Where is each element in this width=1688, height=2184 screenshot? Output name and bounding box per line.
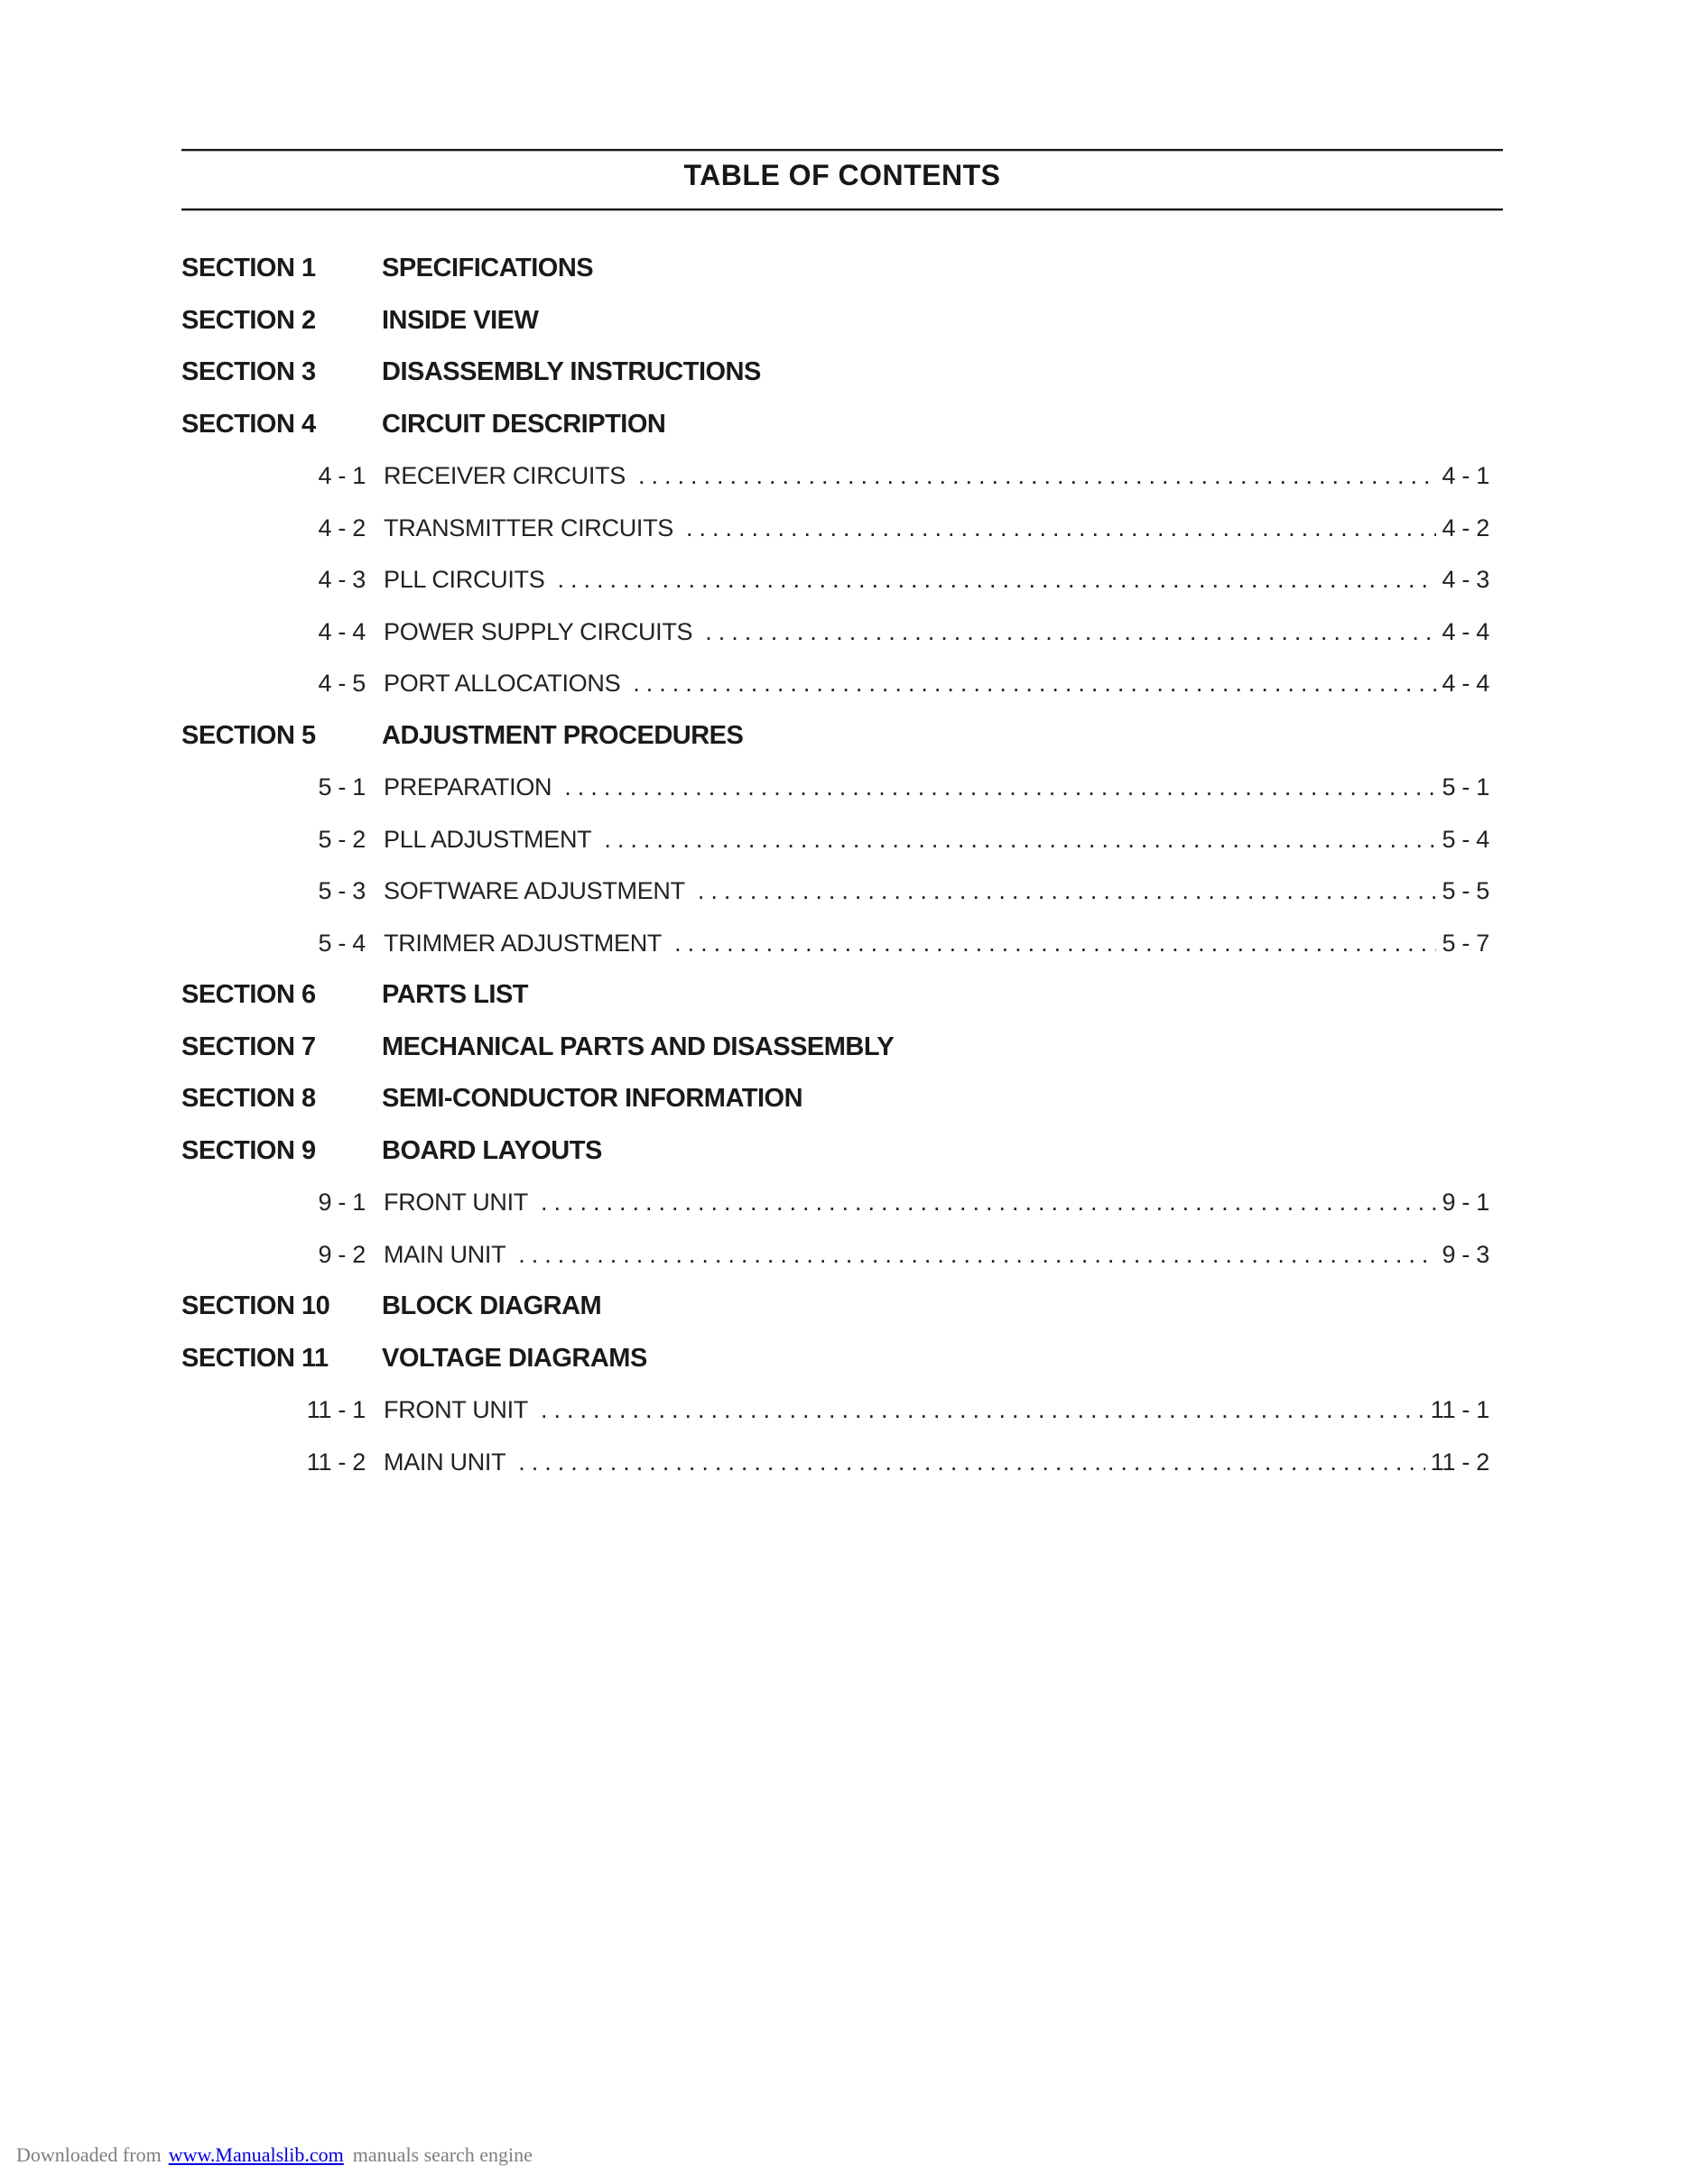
entry-number: 5 - 3	[318, 877, 366, 904]
dot-leader	[518, 1437, 1424, 1489]
entry-number: 4 - 5	[318, 670, 366, 697]
entry-page: 11 - 2	[1430, 1448, 1489, 1476]
section-title: DISASSEMBLY INSTRUCTIONS	[382, 357, 761, 386]
toc-section-row	[181, 1281, 1503, 1333]
footer-suffix-text: manuals search engine	[352, 2143, 533, 2166]
entry-page: 5 - 4	[1442, 825, 1489, 853]
toc-section-row	[181, 710, 1503, 763]
title-rule-bottom	[181, 208, 1503, 211]
toc-section-row	[181, 243, 1503, 295]
entry-number: 4 - 2	[318, 514, 366, 541]
dot-leader	[698, 865, 1437, 918]
entry-number: 11 - 2	[306, 1448, 366, 1476]
toc-section-row	[181, 295, 1503, 347]
section-label: SECTION 3	[181, 357, 316, 386]
dot-leader	[564, 762, 1436, 814]
entry-number: 4 - 1	[318, 462, 366, 489]
entry-page: 9 - 1	[1442, 1189, 1489, 1216]
section-title: BOARD LAYOUTS	[382, 1135, 602, 1165]
manualslib-link[interactable]: www.Manualslib.com	[168, 2143, 344, 2166]
entry-page: 4 - 3	[1442, 566, 1489, 593]
section-label: SECTION 7	[181, 1032, 316, 1061]
dot-leader	[518, 1229, 1436, 1282]
toc-section-row	[181, 1125, 1503, 1178]
entry-title: SOFTWARE ADJUSTMENT	[384, 877, 685, 904]
dot-leader	[633, 658, 1436, 710]
entry-page: 4 - 2	[1442, 514, 1489, 541]
section-title: CIRCUIT DESCRIPTION	[382, 409, 666, 439]
dot-leader	[557, 554, 1436, 606]
entry-page: 5 - 5	[1442, 877, 1489, 904]
footer-prefix-text: Downloaded from	[16, 2143, 162, 2166]
dot-leader	[674, 918, 1436, 970]
toc-rows	[181, 243, 1503, 1488]
section-title: SEMI-CONDUCTOR INFORMATION	[382, 1084, 803, 1113]
entry-title: POWER SUPPLY CIRCUITS	[384, 617, 693, 645]
toc-entry-row	[181, 503, 1503, 555]
section-title: INSIDE VIEW	[382, 305, 539, 335]
entry-number: 5 - 2	[318, 825, 366, 853]
toc-section-row	[181, 347, 1503, 399]
section-label: SECTION 1	[181, 254, 316, 282]
section-label: SECTION 5	[181, 720, 316, 750]
title-rule-top	[181, 149, 1503, 152]
section-label: SECTION 10	[181, 1291, 330, 1320]
toc-entry-row	[181, 1437, 1503, 1489]
entry-page: 4 - 4	[1442, 617, 1489, 645]
entry-number: 4 - 3	[318, 566, 366, 593]
toc-entry-row	[181, 762, 1503, 814]
entry-page: 9 - 3	[1442, 1240, 1489, 1268]
page-title: TABLE OF CONTENTS	[683, 159, 1001, 191]
section-title: VOLTAGE DIAGRAMS	[382, 1343, 647, 1373]
dot-leader	[705, 606, 1436, 659]
entry-title: MAIN UNIT	[384, 1240, 506, 1268]
section-label: SECTION 4	[181, 409, 316, 439]
entry-page: 4 - 1	[1442, 462, 1489, 489]
entry-number: 9 - 1	[318, 1189, 366, 1216]
section-label: SECTION 6	[181, 980, 316, 1009]
toc-entry-row	[181, 1229, 1503, 1282]
toc-entry-row	[181, 554, 1503, 606]
entry-title: PREPARATION	[384, 773, 552, 800]
section-label: SECTION 8	[181, 1084, 316, 1113]
section-title: BLOCK DIAGRAM	[382, 1291, 602, 1320]
entry-title: PORT ALLOCATIONS	[384, 670, 621, 697]
entry-title: PLL CIRCUITS	[384, 566, 545, 593]
footer	[16, 2142, 533, 2168]
toc-section-row	[181, 1333, 1503, 1385]
dot-leader	[604, 814, 1436, 866]
section-label: SECTION 2	[181, 305, 316, 335]
entry-number: 5 - 4	[318, 929, 366, 957]
toc-entry-row	[181, 658, 1503, 710]
entry-title: FRONT UNIT	[384, 1189, 528, 1216]
dot-leader	[541, 1384, 1425, 1437]
toc-entry-row	[181, 1384, 1503, 1437]
section-label: SECTION 9	[181, 1135, 316, 1165]
toc-section-row	[181, 399, 1503, 451]
toc-section-row	[181, 969, 1503, 1022]
entry-title: MAIN UNIT	[384, 1448, 506, 1476]
toc-entry-row	[181, 814, 1503, 866]
dot-leader	[638, 450, 1437, 503]
entry-page: 5 - 7	[1442, 929, 1489, 957]
section-title: MECHANICAL PARTS AND DISASSEMBLY	[382, 1032, 895, 1061]
entry-title: TRIMMER ADJUSTMENT	[384, 929, 663, 957]
entry-page: 5 - 1	[1442, 773, 1489, 800]
dot-leader	[541, 1177, 1436, 1229]
toc-section-row	[181, 1022, 1503, 1074]
entry-title: RECEIVER CIRCUITS	[384, 462, 626, 489]
entry-page: 11 - 1	[1430, 1396, 1489, 1423]
section-title: PARTS LIST	[382, 980, 529, 1009]
toc-entry-row	[181, 865, 1503, 918]
entry-title: PLL ADJUSTMENT	[384, 825, 592, 853]
toc-entry-row	[181, 606, 1503, 659]
entry-page: 4 - 4	[1442, 670, 1489, 697]
section-label: SECTION 11	[181, 1343, 329, 1373]
entry-number: 5 - 1	[318, 773, 366, 800]
toc-section-row	[181, 1073, 1503, 1125]
section-title: SPECIFICATIONS	[382, 254, 594, 282]
entry-number: 11 - 1	[306, 1396, 366, 1423]
section-title: ADJUSTMENT PROCEDURES	[382, 720, 744, 750]
toc-entry-row	[181, 918, 1503, 970]
entry-title: FRONT UNIT	[384, 1396, 528, 1423]
toc-entry-row	[181, 1177, 1503, 1229]
entry-number: 4 - 4	[318, 617, 366, 645]
entry-title: TRANSMITTER CIRCUITS	[384, 514, 673, 541]
entry-number: 9 - 2	[318, 1240, 366, 1268]
dot-leader	[686, 503, 1436, 555]
toc-entry-row	[181, 450, 1503, 503]
